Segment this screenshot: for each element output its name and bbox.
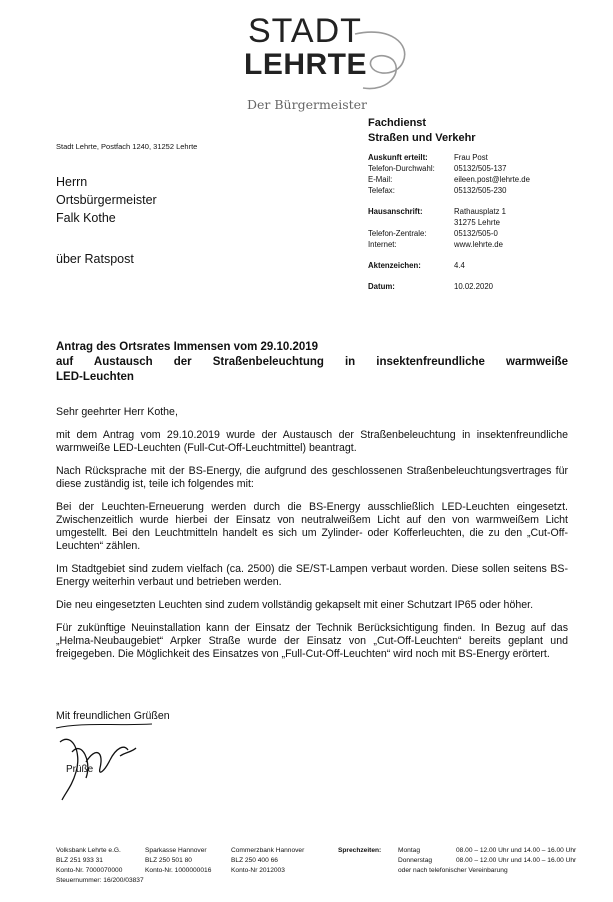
zentrale-value: 05132/505-0	[454, 229, 498, 238]
haus-value2: 31275 Lehrte	[454, 218, 500, 227]
haus-label: Hausanschrift:	[368, 207, 423, 216]
subject-line1: Antrag des Ortsrates Immensen vom 29.10.2019	[56, 341, 319, 353]
contact-info	[368, 152, 530, 292]
footer-bank-volksbank	[56, 846, 144, 886]
paragraph-5: Die neu eingesetzten Leuchten sind zudem vollständig gekapselt mit einer Schutzart IP65 oder höher.	[56, 599, 534, 611]
footer-bank-sparkasse	[145, 846, 211, 876]
paragraph-1: mit dem Antrag vom 29.10.2019 wurde der Austausch der Straßenbeleuchtung in insektenfreundliche warmweiße LED-Leuchten (Full-Cut-Off-Leuchtmittel) beantragt.	[56, 429, 568, 454]
footer-bank-commerzbank	[231, 846, 304, 876]
footer-text: BLZ 251 933 31	[56, 857, 103, 864]
paragraph-2: Nach Rücksprache mit der BS-Energy, die aufgrund des geschlossenen Straßenbeleuchtungsvertrages für diese zuständig ist, teile ich folgendes mit:	[56, 465, 568, 490]
closing: Mit freundlichen Grüßen	[56, 710, 170, 722]
department-line1: Fachdienst	[368, 117, 427, 129]
zentrale-label: Telefon-Zentrale:	[368, 229, 427, 238]
haus-value1: Rathausplatz 1	[454, 207, 507, 216]
footer-text: Konto-Nr. 7000070000	[56, 867, 123, 874]
footer-text: Konto-Nr 2012003	[231, 867, 285, 874]
fax-label: Telefax:	[368, 186, 395, 195]
internet-value: www.lehrte.de	[454, 240, 503, 249]
internet-label: Internet:	[368, 240, 397, 249]
footer-text: Sparkasse Hannover	[145, 847, 207, 854]
aktenzeichen-label: Aktenzeichen:	[368, 261, 421, 270]
footer-text: 08.00 – 12.00 Uhr und 14.00 – 16.00 Uhr	[456, 857, 577, 864]
logo-swirl-icon	[345, 26, 415, 96]
footer-text: Commerzbank Hannover	[231, 847, 305, 854]
signature-name: Prüße	[66, 764, 94, 775]
salutation: Sehr geehrter Herr Kothe,	[56, 406, 178, 418]
letter-body	[56, 406, 568, 671]
paragraph-3: Bei der Leuchten-Erneuerung werden durch die BS-Energy ausschließlich LED-Leuchten eingesetzt. Zwischenzeitlich wurde hierbei der Einsatz von neutralweißem Licht auf den von warmweißem Licht umgestellt. Bei den Leuchtmitteln handelt es sich um Zylinder- oder Kofferleuchten, die zu den „Cut-Off-Leuchten“ zählen.	[56, 501, 568, 552]
letter-subject	[56, 340, 568, 385]
tel-label: Telefon-Durchwahl:	[368, 164, 435, 173]
paragraph-4: Im Stadtgebiet sind zudem vielfach (ca. 2500) die SE/ST-Lampen verbaut worden. Diese sollen seitens BS-Energy weiterhin verbaut und betrieben werden.	[56, 563, 568, 588]
recipient-via: über Ratspost	[56, 252, 134, 266]
email-label: E-Mail:	[368, 175, 393, 184]
footer-text: 08.00 – 12.00 Uhr und 14.00 – 16.00 Uhr	[456, 847, 577, 854]
department-heading	[368, 116, 476, 146]
footer-text: Steuernummer: 16/200/03837	[56, 877, 144, 884]
fax-value: 05132/505-230	[454, 186, 507, 195]
footer-note: oder nach telefonischer Vereinbarung	[398, 867, 508, 874]
paragraph-6: Für zukünftige Neuinstallation kann der Einsatz der Technik Berücksichtigung finden. In Bezug auf das „Helma-Neubaugebiet“ Arpker Straße wurde der Einsatz von „Cut-Off-Leuchten“ bereits geplant und freigegeben. Die Möglichkeit des Einsatzes von „Full-Cut-Off-Leuchten“ wird noch mit BS-Energy erörtert.	[56, 622, 568, 660]
footer-text: Donnerstag	[398, 857, 433, 864]
recipient-line1: Herrn	[56, 175, 88, 189]
department-line2: Straßen und Verkehr	[368, 132, 476, 144]
logo-lehrte: LEHRTE	[244, 48, 367, 81]
subject-line2: auf Austausch der Straßenbeleuchtung in insektenfreundliche warmweiße	[56, 356, 568, 368]
sender-line: Stadt Lehrte, Postfach 1240, 31252 Lehrte	[56, 142, 198, 151]
footer-text: Montag	[398, 847, 420, 854]
auskunft-value: Frau Post	[454, 153, 488, 162]
email-value: eileen.post@lehrte.de	[454, 175, 530, 184]
datum-label: Datum:	[368, 282, 395, 291]
footer-text: BLZ 250 400 66	[231, 857, 278, 864]
logo-stadt: STADT	[248, 12, 362, 50]
subject-line3: LED-Leuchten	[56, 371, 134, 383]
aktenzeichen-value: 4.4	[454, 261, 465, 270]
datum-value: 10.02.2020	[454, 282, 494, 291]
recipient-line3: Falk Kothe	[56, 211, 116, 225]
recipient-address	[56, 173, 157, 227]
footer-sprechzeiten-label: Sprechzeiten:	[338, 847, 382, 854]
tel-value: 05132/505-137	[454, 164, 507, 173]
recipient-line2: Ortsbürgermeister	[56, 193, 157, 207]
footer-text: Konto-Nr. 1000000016	[145, 867, 212, 874]
logo-subtitle: Der Bürgermeister	[247, 97, 368, 112]
footer-text: BLZ 250 501 80	[145, 857, 192, 864]
signature	[52, 722, 162, 802]
auskunft-label: Auskunft erteilt:	[368, 153, 428, 162]
footer-text: Volksbank Lehrte e.G.	[56, 847, 121, 854]
footer-times	[456, 846, 576, 866]
